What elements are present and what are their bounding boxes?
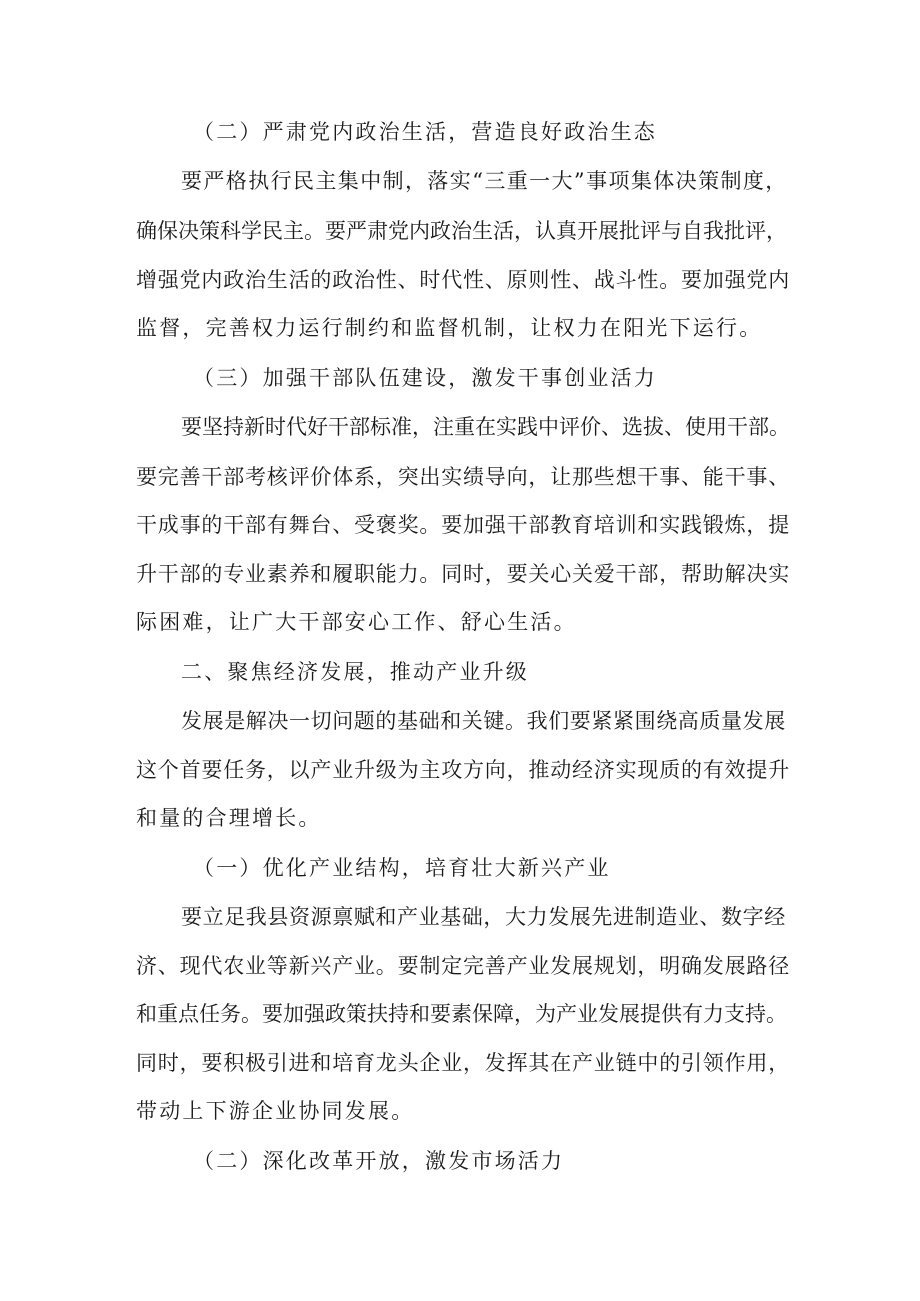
paragraph-line: 发展是解决一切问题的基础和关键。我们要紧紧围绕高质量发展: [181, 709, 786, 733]
paragraph-line: 要坚持新时代好干部标准，注重在实践中评价、选拔、使用干部。: [181, 415, 790, 439]
paragraph-line: 和重点任务。要加强政策扶持和要素保障，为产业发展提供有力支持。: [136, 1002, 787, 1026]
paragraph-line: 要完善干部考核评价体系，突出实绩导向，让那些想干事、能干事、: [136, 465, 790, 489]
paragraph-line: 和量的合理增长。: [136, 806, 322, 830]
paragraph-line: 济、现代农业等新兴产业。要制定完善产业发展规划，明确发展路径: [136, 954, 790, 978]
paragraph-line: 确保决策科学民主。要严肃党内政治生活，认真开展批评与自我批评，: [136, 219, 787, 243]
paragraph-line: 同时，要积极引进和培育龙头企业，发挥其在产业链中的引领作用，: [136, 1051, 790, 1075]
paragraph-line: 际困难，让广大干部安心工作、舒心生活。: [136, 610, 577, 634]
subheading-2: （二）严肃党内政治生活，营造良好政治生态: [193, 120, 657, 144]
paragraph-line: 这个首要任务，以产业升级为主攻方向，推动经济实现质的有效提升: [136, 758, 790, 782]
subheading-3: （三）加强干部队伍建设，激发干事创业活力: [193, 366, 657, 390]
subheading-1: （一）优化产业结构，培育壮大新兴产业: [193, 856, 611, 880]
paragraph-line: 监督，完善权力运行制约和监督机制，让权力在阳光下运行。: [136, 316, 763, 340]
paragraph-line: 带动上下游企业协同发展。: [136, 1099, 415, 1123]
paragraph-line: 要立足我县资源禀赋和产业基础，大力发展先进制造业、数字经: [181, 905, 786, 929]
paragraph-line: 升干部的专业素养和履职能力。同时，要关心关爱干部，帮助解决实: [136, 562, 790, 586]
paragraph-line: 要严格执行民主集中制，落实“三重一大”事项集体决策制度，: [181, 169, 788, 193]
paragraph-line: 干成事的干部有舞台、受褒奖。要加强干部教育培训和实践锻炼，提: [136, 513, 790, 537]
subheading-2b: （二）深化改革开放，激发市场活力: [193, 1149, 565, 1173]
section-heading: 二、聚焦经济发展，推动产业升级: [181, 660, 529, 684]
paragraph-line: 增强党内政治生活的政治性、时代性、原则性、战斗性。要加强党内: [136, 268, 790, 292]
